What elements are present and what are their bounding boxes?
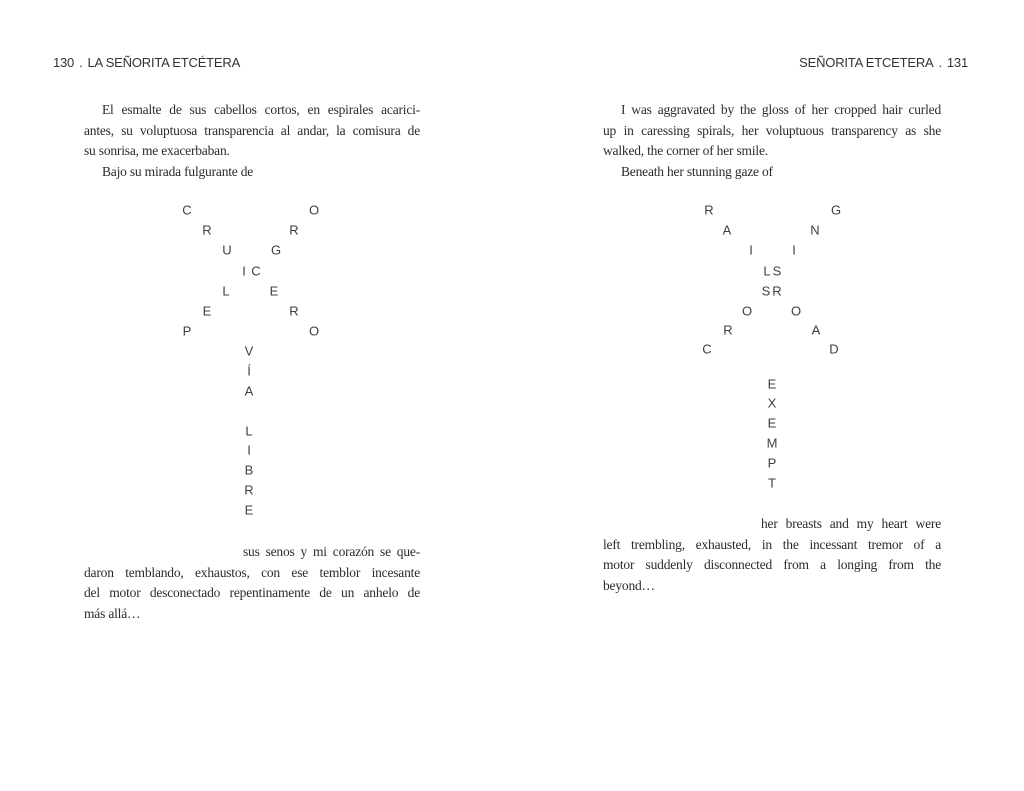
calligram-letter: R: [244, 482, 254, 498]
calligram-letter: O: [790, 303, 802, 319]
calligram-letter: B: [244, 462, 254, 478]
text-line: Bajo su mirada fulgurante de: [102, 163, 254, 179]
text-line: El esmalte de sus cabellos cortos, en espirales acarici-: [102, 102, 420, 117]
calligram-letter: E: [202, 303, 212, 319]
paragraph-spanish-bottom: [84, 542, 420, 624]
text-line: I was aggravated by the gloss of her cropped hair curled: [621, 102, 941, 117]
calligram-letter: E: [269, 283, 279, 299]
page-number-left: 130: [53, 55, 75, 70]
calligram-letter: A: [811, 322, 821, 338]
text-line: left trembling, exhausted, in the incessant tremor of a: [603, 536, 941, 552]
calligram-letter: C: [702, 341, 712, 357]
paragraph-english-bottom: [603, 514, 941, 596]
text-line: motor suddenly disconnected from a longing from the: [603, 557, 941, 572]
text-line: del motor desconectado repentinamente de un anhelo de: [84, 585, 420, 600]
calligram-letter: U: [222, 242, 232, 258]
calligram-letter: T: [768, 475, 776, 491]
calligram-letter: A: [722, 222, 732, 238]
text-line: antes, su voluptuosa transparencia al andar, la comisura de: [84, 122, 420, 138]
header-separator: .: [938, 55, 942, 70]
book-title-right: SEÑORITA ETCETERA: [799, 55, 934, 70]
calligram-letter: R: [289, 222, 299, 238]
paragraph-spanish-top: [84, 100, 420, 182]
text-line: her breasts and my heart were: [761, 516, 941, 531]
text-line: sus senos y mi corazón se que-: [243, 544, 420, 559]
calligram-letter: D: [829, 341, 839, 357]
calligram-letter: R: [704, 202, 714, 218]
calligram-letter: V: [244, 343, 254, 359]
calligram-letter: M: [766, 435, 778, 451]
calligram-letter: R: [723, 322, 733, 338]
calligram-letter: G: [270, 242, 282, 258]
calligram-letter: X: [767, 395, 777, 411]
calligram-letter: E: [244, 502, 254, 518]
text-line: más allá…: [84, 605, 141, 621]
text-line: walked, the corner of her smile.: [603, 143, 768, 158]
calligram-letter: S: [761, 283, 771, 299]
calligram-letter: I: [247, 442, 251, 458]
calligram-letter: R: [202, 222, 212, 238]
calligram-letter: L: [222, 283, 230, 299]
calligram-letter: O: [308, 323, 320, 339]
calligram-letter: E: [767, 415, 777, 431]
calligram-letter: P: [182, 323, 192, 339]
calligram-letter: G: [830, 202, 842, 218]
text-line: su sonrisa, me exacerbaban.: [84, 143, 230, 158]
calligram-letter: I: [792, 242, 796, 258]
text-line: up in caressing spirals, her voluptuous transparency as she: [603, 122, 941, 138]
calligram-letter: L: [763, 263, 771, 279]
book-title-left: LA SEÑORITA ETCÉTERA: [87, 55, 241, 70]
header-separator: .: [79, 55, 83, 70]
calligram-letter: S: [772, 263, 782, 279]
text-line: daron temblando, exhaustos, con ese temblor incesante: [84, 564, 420, 580]
calligram-letter: O: [308, 202, 320, 218]
calligram-letter: O: [741, 303, 753, 319]
running-head-left: [53, 55, 240, 71]
calligram-letter: R: [289, 303, 299, 319]
calligram-letter: L: [245, 423, 253, 439]
calligram-letter: E: [767, 376, 777, 392]
calligram-letter: A: [244, 383, 254, 399]
text-line: beyond…: [603, 577, 655, 593]
calligram-letter: C: [182, 202, 192, 218]
page-number-right: 131: [946, 55, 968, 70]
text-line: Beneath her stunning gaze of: [621, 163, 773, 179]
calligram-letter: R: [772, 283, 782, 299]
calligram-letter: I: [242, 263, 246, 279]
calligram-letter: C: [251, 263, 261, 279]
calligram-letter: Í: [247, 363, 251, 379]
running-head-right: [799, 55, 968, 71]
calligram-letter: P: [767, 455, 777, 471]
calligram-letter: N: [810, 222, 820, 238]
paragraph-english-top: [603, 100, 941, 182]
calligram-letter: I: [749, 242, 753, 258]
